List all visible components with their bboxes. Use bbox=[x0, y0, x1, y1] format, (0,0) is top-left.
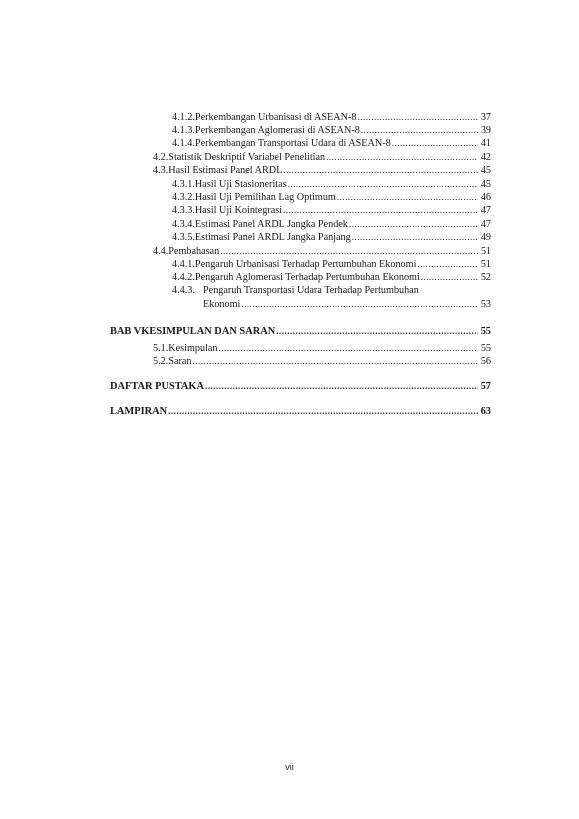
toc-entry-number: 4.4.2. bbox=[172, 272, 195, 283]
dot-leader bbox=[283, 204, 478, 216]
dot-leader bbox=[417, 258, 477, 270]
toc-entry-page: 47 bbox=[480, 219, 491, 230]
toc-entry-number: 4.3.1. bbox=[172, 179, 195, 190]
dot-leader bbox=[288, 178, 478, 190]
dot-leader bbox=[283, 164, 477, 176]
toc-lampiran[interactable] bbox=[110, 405, 491, 418]
toc-entry-title: Pengaruh Aglomerasi Terhadap Pertumbuhan Ekonomi bbox=[194, 272, 420, 283]
toc-entry-number: 4.1.2. bbox=[172, 112, 195, 123]
dot-leader bbox=[241, 298, 477, 310]
toc-entry-number: 4.3.2. bbox=[172, 192, 195, 203]
toc-entry-4-3-5[interactable] bbox=[172, 231, 491, 244]
toc-entry-4-1-3[interactable] bbox=[172, 124, 491, 137]
dot-leader bbox=[392, 137, 478, 149]
toc-entry-page: 51 bbox=[480, 259, 491, 270]
toc-entry-4-1-2[interactable] bbox=[172, 111, 491, 124]
toc-entry-4-2[interactable] bbox=[153, 151, 491, 164]
toc-entry-number: 4.3.4. bbox=[172, 219, 195, 230]
toc-entry-4-4-3-first-line[interactable] bbox=[172, 285, 419, 297]
dot-leader bbox=[276, 325, 477, 337]
toc-entry-5-2[interactable] bbox=[153, 355, 491, 368]
dot-leader bbox=[349, 218, 478, 230]
toc-entry-title: Perkembangan Urbanisasi di ASEAN-8 bbox=[194, 112, 357, 123]
toc-entry-title: Kesimpulan bbox=[168, 343, 218, 354]
toc-entry-page: 53 bbox=[480, 299, 491, 310]
toc-entry-title: Pengaruh Transportasi Udara Terhadap Pertumbuhan bbox=[203, 285, 419, 296]
toc-entry-number: 4.3.5. bbox=[172, 232, 195, 243]
toc-entry-title: Estimasi Panel ARDL Jangka Pendek bbox=[194, 219, 348, 230]
dot-leader bbox=[205, 380, 478, 392]
toc-entry-title: Hasil Estimasi Panel ARDL bbox=[168, 165, 283, 176]
toc-entry-number: 4.2. bbox=[153, 152, 169, 163]
toc-entry-4-3[interactable] bbox=[153, 164, 491, 177]
toc-entry-number: 4.4.3. bbox=[172, 285, 195, 296]
dot-leader bbox=[168, 405, 477, 417]
toc-entry-page: 46 bbox=[480, 192, 491, 203]
dot-leader bbox=[326, 151, 478, 163]
toc-entry-title: Hasil Uji Pemilihan Lag Optimum bbox=[194, 192, 336, 203]
toc-entry-number: 4.3.3. bbox=[172, 205, 195, 216]
toc-entry-title: Pengaruh Urbanisasi Terhadap Pertumbuhan Ekonomi bbox=[194, 259, 417, 270]
toc-entry-page: 42 bbox=[480, 152, 491, 163]
toc-entry-page: 55 bbox=[480, 343, 491, 354]
toc-entry-number: 4.1.3. bbox=[172, 125, 195, 136]
toc-entry-4-3-4[interactable] bbox=[172, 218, 491, 231]
toc-chapter-title: KESIMPULAN DAN SARAN bbox=[141, 326, 276, 337]
toc-entry-page: 41 bbox=[480, 138, 491, 149]
toc-entry-4-4[interactable] bbox=[153, 245, 491, 258]
toc-chapter-title: DAFTAR PUSTAKA bbox=[110, 381, 204, 392]
toc-entry-title-continuation: Ekonomi bbox=[203, 299, 241, 310]
toc-entry-title: Hasil Uji Kointegrasi bbox=[194, 205, 283, 216]
toc-entry-number: 4.4.1. bbox=[172, 259, 195, 270]
toc-chapter-page: 55 bbox=[480, 326, 491, 337]
dot-leader bbox=[219, 342, 478, 354]
toc-entry-number: 5.2. bbox=[153, 356, 169, 367]
toc-entry-page: 47 bbox=[480, 205, 491, 216]
toc-entry-4-3-1[interactable] bbox=[172, 178, 491, 191]
toc-entry-page: 52 bbox=[480, 272, 491, 283]
toc-entry-title: Hasil Uji Stasioneritas bbox=[194, 179, 287, 190]
toc-entry-4-4-2[interactable] bbox=[172, 271, 491, 284]
page-number: vii bbox=[285, 762, 294, 772]
toc-entry-page: 37 bbox=[480, 112, 491, 123]
toc-entry-title: Statistik Deskriptif Variabel Penelitian bbox=[168, 152, 326, 163]
toc-chapter-number: BAB V bbox=[110, 326, 142, 337]
toc-entry-4-3-3[interactable] bbox=[172, 204, 491, 217]
toc-entry-title: Saran bbox=[168, 356, 192, 367]
toc-daftar-pustaka[interactable] bbox=[110, 380, 491, 393]
toc-entry-page: 51 bbox=[480, 246, 491, 257]
toc-entry-page: 45 bbox=[480, 179, 491, 190]
toc-entry-title: Perkembangan Transportasi Udara di ASEAN-8 bbox=[194, 138, 391, 149]
toc-entry-number: 5.1. bbox=[153, 343, 169, 354]
toc-entry-number: 4.4. bbox=[153, 246, 169, 257]
toc-entry-title: Perkembangan Aglomerasi di ASEAN-8 bbox=[194, 125, 360, 136]
toc-entry-4-4-1[interactable] bbox=[172, 258, 491, 271]
dot-leader bbox=[421, 271, 478, 283]
toc-entry-page: 39 bbox=[480, 125, 491, 136]
dot-leader bbox=[192, 355, 477, 367]
toc-entry-title: Estimasi Panel ARDL Jangka Panjang bbox=[194, 232, 351, 243]
dot-leader bbox=[357, 111, 477, 123]
dot-leader bbox=[220, 245, 478, 257]
toc-entry-4-1-4[interactable] bbox=[172, 137, 491, 150]
toc-entry-5-1[interactable] bbox=[153, 342, 491, 355]
toc-entry-number: 4.3. bbox=[153, 165, 169, 176]
dot-leader bbox=[361, 124, 478, 136]
toc-entry-page: 49 bbox=[480, 232, 491, 243]
toc-entry-number: 4.1.4. bbox=[172, 138, 195, 149]
dot-leader bbox=[337, 191, 478, 203]
toc-entry-4-3-2[interactable] bbox=[172, 191, 491, 204]
toc-chapter-page: 63 bbox=[480, 406, 491, 417]
toc-chapter-title: LAMPIRAN bbox=[110, 406, 168, 417]
toc-entry-title: Pembahasan bbox=[168, 246, 220, 257]
toc-entry-page: 56 bbox=[480, 356, 491, 367]
toc-chapter-bab-v[interactable] bbox=[110, 325, 491, 338]
toc-chapter-page: 57 bbox=[480, 381, 491, 392]
dot-leader bbox=[352, 231, 478, 243]
toc-entry-4-4-3[interactable] bbox=[203, 298, 491, 311]
toc-entry-page: 45 bbox=[480, 165, 491, 176]
